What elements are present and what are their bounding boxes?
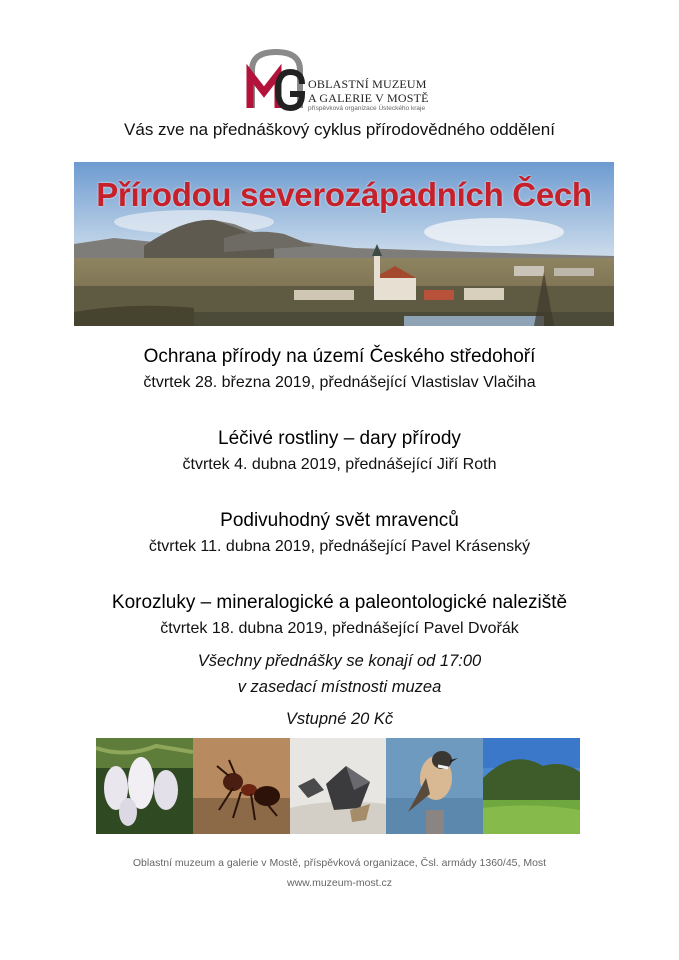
banner-title: Přírodou severozápadních Čech [96,176,592,213]
invitation-text: Vás zve na přednáškový cyklus přírodovědného oddělení [124,120,555,139]
museum-logo-icon [246,48,308,114]
lecture-info: čtvrtek 28. března 2019, přednášející Vlastislav Vlačiha [143,374,536,391]
logo-name-line1: OBLASTNÍ MUZEUM [308,77,427,91]
place-note: v zasedací místnosti muzea [237,678,442,696]
lecture-title: Ochrana přírody na území Českého středohoří [143,346,536,367]
lecture-info: čtvrtek 18. dubna 2019, přednášející Pavel Dvořák [160,620,519,637]
bird-photo [386,738,483,834]
lecture-title: Korozluky – mineralogické a paleontologické naleziště [111,592,568,613]
time-note: Všechny přednášky se konají od 17:00 [197,652,482,670]
lecture-info: čtvrtek 4. dubna 2019, přednášející Jiří Roth [182,456,497,473]
banner [74,162,614,326]
logo-name-line2: A GALERIE V MOSTĚ [308,91,429,105]
lecture-item [0,428,679,510]
hill-landscape-photo [483,738,580,834]
lecture-info: čtvrtek 11. dubna 2019, přednášející Pavel Krásenský [148,538,531,555]
lecture-title: Podivuhodný svět mravenců [220,510,459,531]
lecture-title: Léčivé rostliny – dary přírody [218,428,461,449]
lecture-list [0,346,679,674]
footer-website[interactable]: www.muzeum-most.cz [286,877,392,889]
logo-subtitle: příspěvková organizace Ústeckého kraje [308,105,426,112]
museum-logo [246,48,436,114]
lecture-item [0,510,679,592]
mineral-crystal-photo [290,738,387,834]
footer-address: Oblastní muzeum a galerie v Mostě, příspěvková organizace, Čsl. armády 1360/45, Most [132,857,547,869]
photo-strip [96,738,580,834]
ant-photo [193,738,290,834]
entry-fee: Vstupné 20 Kč [285,710,394,728]
lecture-item [0,346,679,428]
white-flowers-photo [96,738,193,834]
